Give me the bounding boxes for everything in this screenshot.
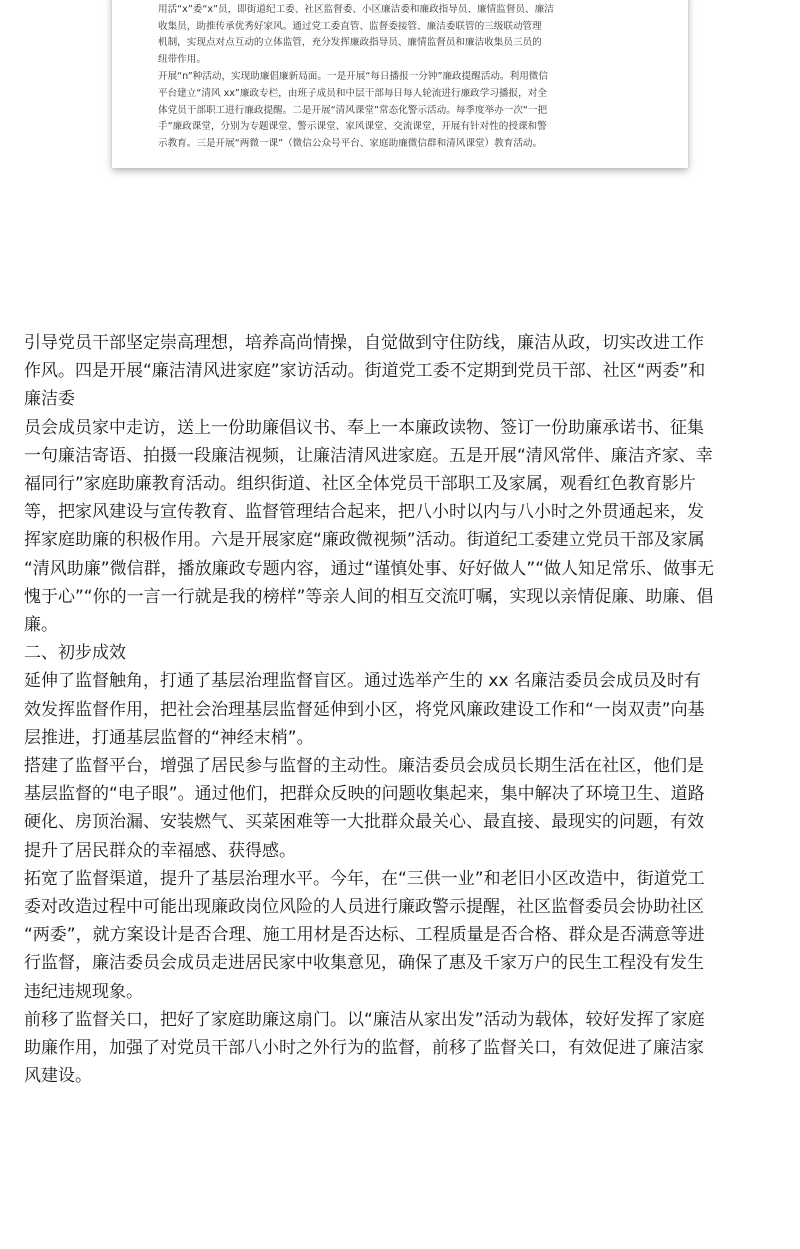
- body-line: 等，把家风建设与宣传教育、监督管理结合起来，把八小时以内与八小时之外贯通起来，发: [24, 502, 704, 523]
- body-line: 行监督，廉洁委员会成员走进居民家中收集意见，确保了惠及千家万户的民生工程没有发生: [24, 953, 704, 974]
- preview-line: 用活“x”委“x”员，即街道纪工委、社区监督委、小区廉洁委和廉政指导员、廉情监督员、廉洁: [158, 3, 554, 15]
- body-line: 拓宽了监督渠道，提升了基层治理水平。今年，在“三供一业”和老旧小区改造中，街道党工: [24, 868, 705, 889]
- body-line: 效发挥监督作用，把社会治理基层监督延伸到小区，将党风廉政建设工作和“一岗双责”向基: [24, 699, 705, 720]
- body-line: 委对改造过程中可能出现廉政岗位风险的人员进行廉政警示提醒，社区监督委员会协助社区: [24, 897, 704, 918]
- preview-line: 体党员干部职工进行廉政提醒。二是开展“清风课堂”常态化警示活动。每季度举办一次“一把: [158, 104, 548, 116]
- body-line: 硬化、房顶治漏、安装燃气、买菜困难等一大批群众最关心、最直接、最现实的问题，有效: [24, 812, 704, 833]
- body-line: 前移了监督关口，把好了家庭助廉这扇门。以“廉洁从家出发”活动为载体，较好发挥了家庭: [24, 1009, 705, 1030]
- body-line: 福同行”家庭助廉教育活动。组织街道、社区全体党员干部职工及家属，观看红色教育影片: [24, 474, 696, 495]
- body-line: 风建设。: [24, 1066, 92, 1087]
- preview-line: 示教育。三是开展“两微一课”（微信公众号平台、家庭助廉微信群和清风课堂）教育活动。: [158, 138, 543, 150]
- body-line: 廉洁委: [24, 389, 75, 410]
- body-line: 愧于心”“你的一言一行就是我的榜样”等亲人间的相互交流叮嘱，实现以亲情促廉、助廉、倡: [24, 586, 714, 607]
- preview-line: 纽带作用。: [158, 54, 206, 66]
- body-line: 廉。: [24, 615, 58, 636]
- body-line: “清风助廉”微信群，播放廉政专题内容，通过“谨慎处事、好好做人”“做人知足常乐、做事无: [24, 558, 715, 579]
- preview-line: 开展“n”种活动，实现助廉倡廉新局面。一是开展“每日播报一分钟”廉政提醒活动。利用微信: [158, 70, 548, 82]
- body-line: 一句廉洁寄语、拍摄一段廉洁视频，让廉洁清风进家庭。五是开展“清风常伴、廉洁齐家、幸: [24, 445, 713, 466]
- body-line: 提升了居民群众的幸福感、获得感。: [24, 840, 296, 861]
- body-line: 助廉作用，加强了对党员干部八小时之外行为的监督，前移了监督关口，有效促进了廉洁家: [24, 1038, 704, 1059]
- body-line: 作风。四是开展“廉洁清风进家庭”家访活动。街道党工委不定期到党员干部、社区“两委”和: [24, 361, 706, 382]
- preview-line: 手”廉政课堂，分别为专题课堂、警示课堂、家风课堂、交流课堂，开展有针对性的授课和警: [158, 121, 547, 133]
- body-line: 员会成员家中走访，送上一份助廉倡议书、奉上一本廉政读物、签订一份助廉承诺书、征集: [24, 417, 704, 438]
- section-heading: 二、初步成效: [24, 643, 126, 664]
- document-body: [24, 329, 778, 1090]
- preview-text: [158, 0, 652, 153]
- body-line: 搭建了监督平台，增强了居民参与监督的主动性。廉洁委员会成员长期生活在社区，他们是: [24, 756, 704, 777]
- body-line: 引导党员干部坚定崇高理想，培养高尚情操，自觉做到守住防线，廉洁从政，切实改进工作: [24, 333, 704, 353]
- body-line: 延伸了监督触角，打通了基层治理监督盲区。通过选举产生的 xx 名廉洁委员会成员及时有: [24, 671, 701, 692]
- body-line: 挥家庭助廉的积极作用。六是开展家庭“廉政微视频”活动。街道纪工委建立党员干部及家属: [24, 530, 705, 551]
- body-line: “两委”，就方案设计是否合理、施工用材是否达标、工程质量是否合格、群众是否满意等进: [24, 925, 705, 946]
- preview-line: 收集员，助推传承优秀好家风。通过党工委直管、监督委接管、廉洁委联管的三级联动管理: [158, 20, 542, 32]
- body-line: 违纪违规现象。: [24, 981, 143, 1002]
- body-line: 基层监督的“电子眼”。通过他们，把群众反映的问题收集起来，集中解决了环境卫生、道路: [24, 784, 705, 805]
- document-preview-card: [112, 0, 688, 168]
- preview-line: 平台建立“清风 xx”廉政专栏，由班子成员和中层干部每日每人轮流进行廉政学习播报，对全: [158, 87, 547, 99]
- body-line: 层推进，打通基层监督的“神经末梢”。: [24, 727, 314, 748]
- preview-line: 机制，实现点对点互动的立体监管，充分发挥廉政指导员、廉情监督员和廉洁收集员三员的: [158, 37, 542, 49]
